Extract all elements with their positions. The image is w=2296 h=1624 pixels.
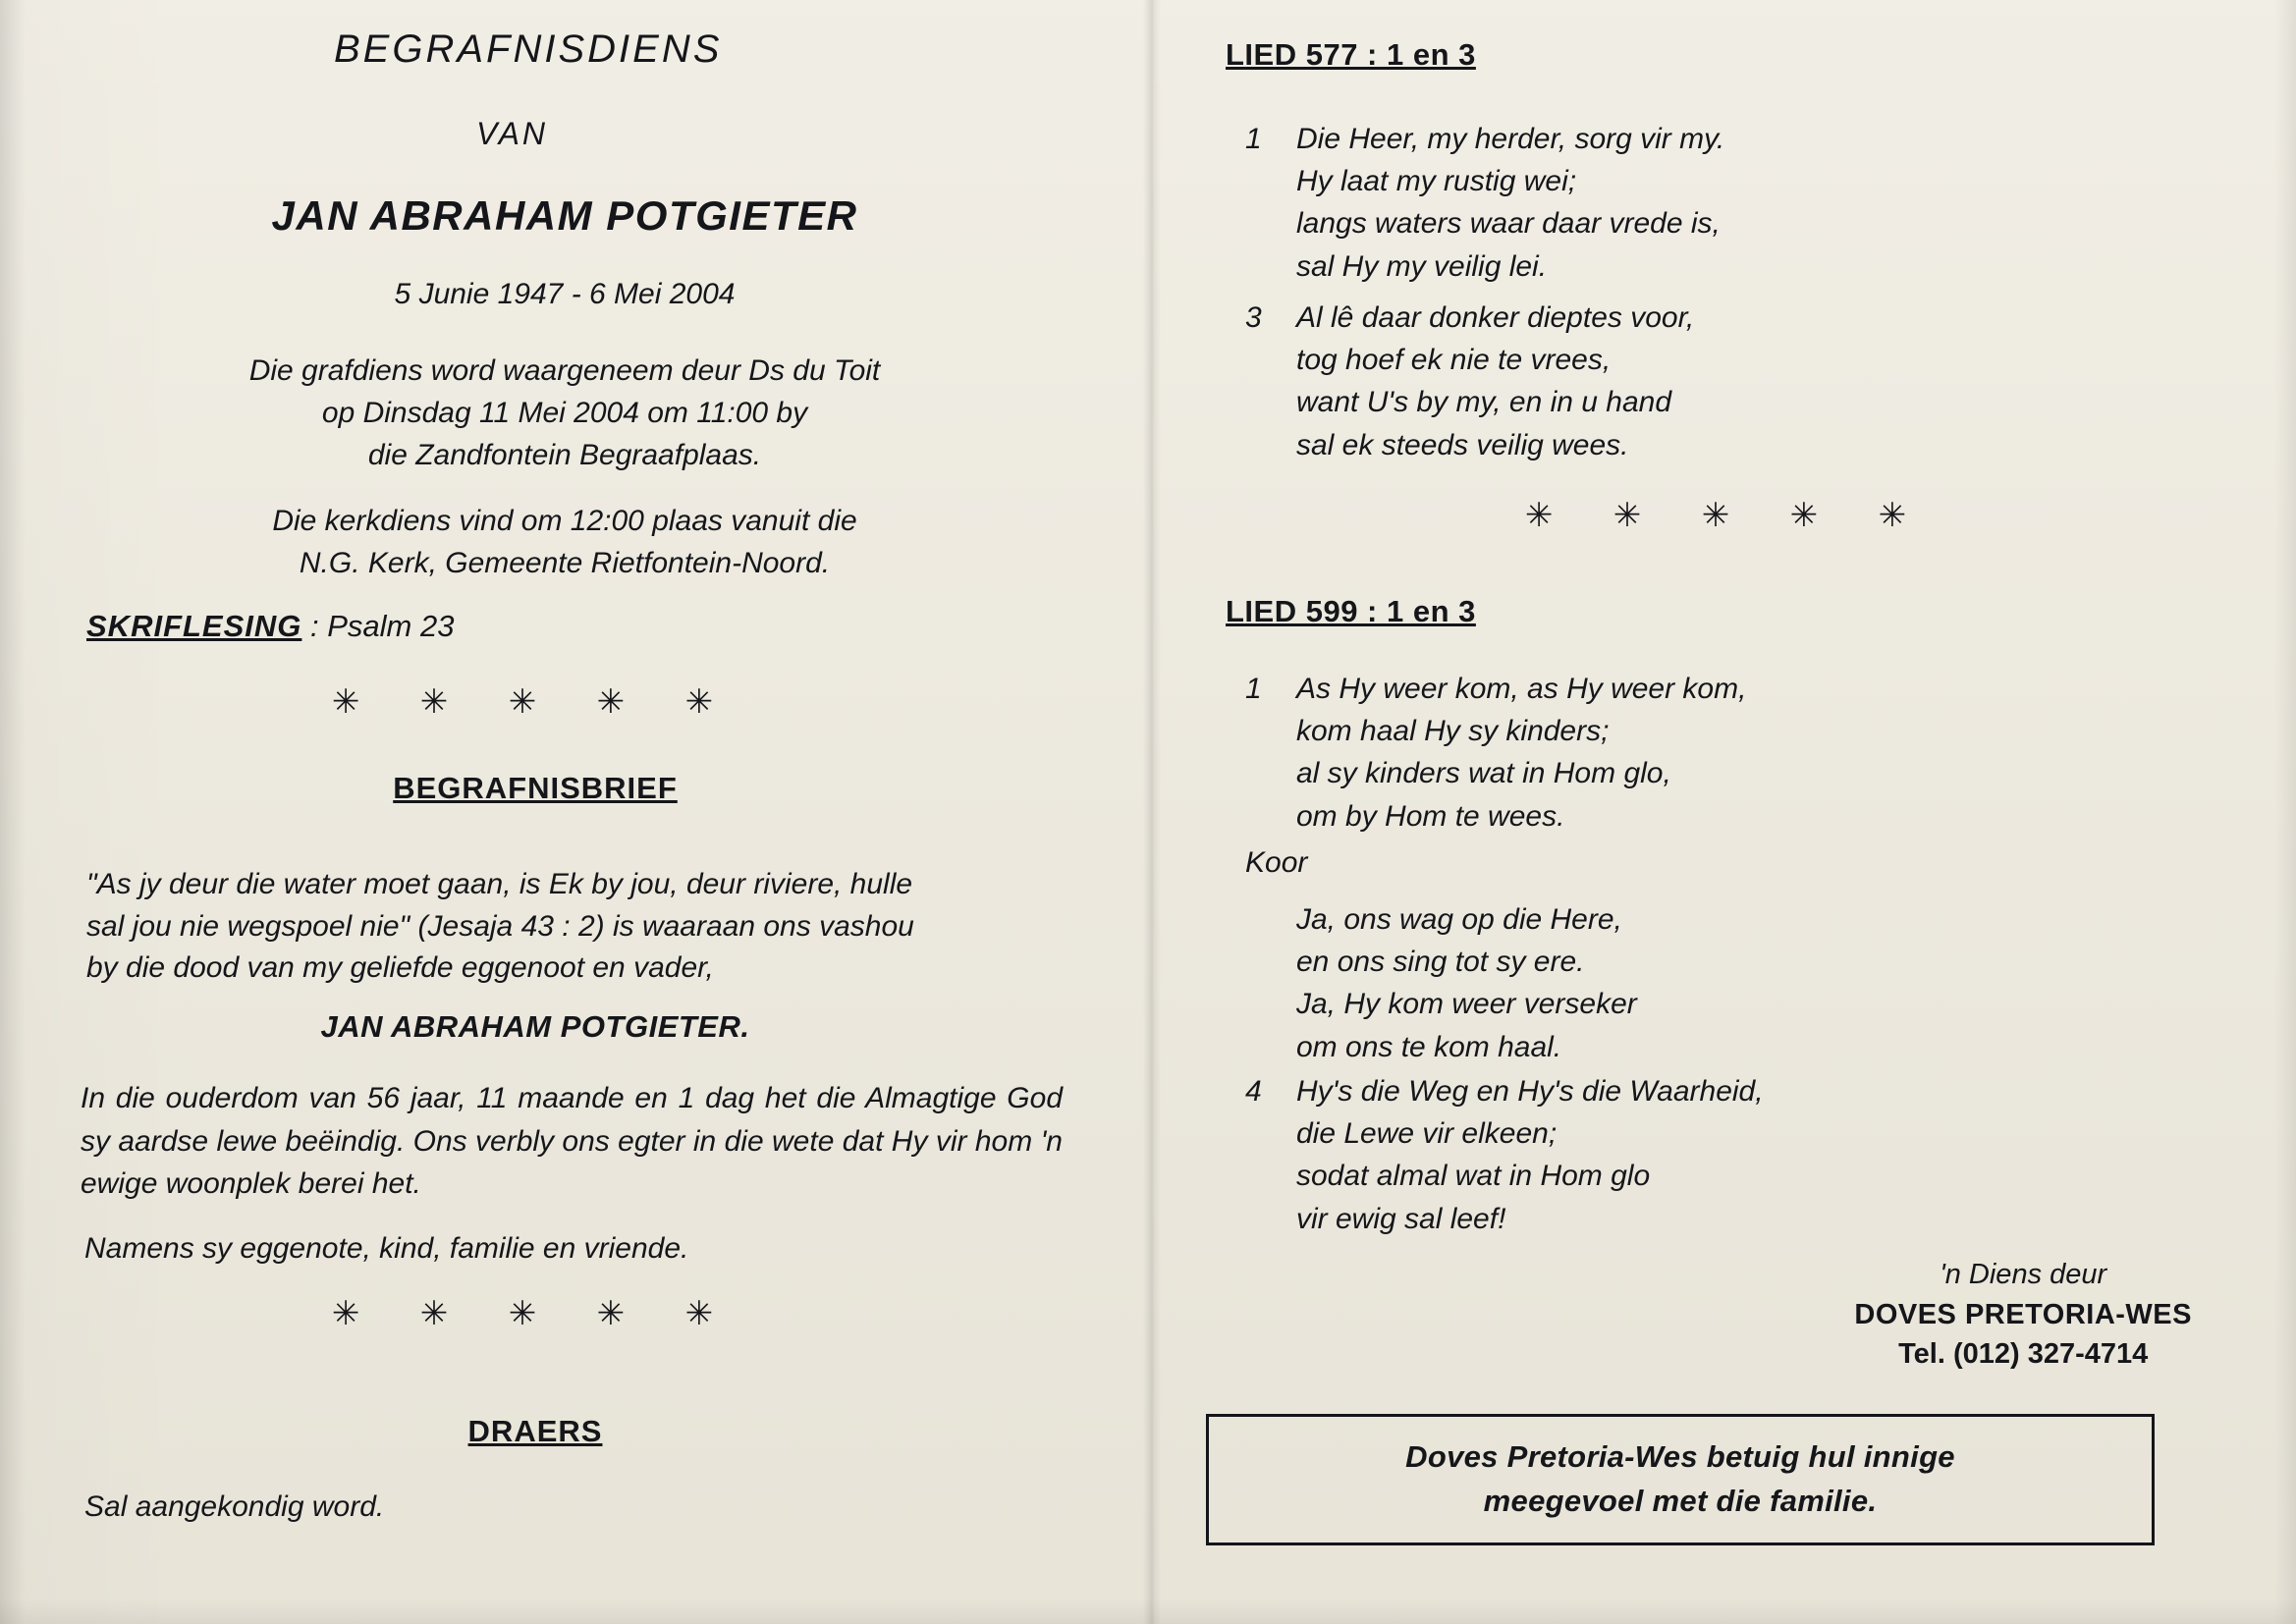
- chorus-line-4: om ons te kom haal.: [1296, 1030, 1562, 1063]
- graveside-service-details: [39, 351, 1090, 477]
- condolence-box: [1206, 1414, 2155, 1545]
- service-provider-credit: [1854, 1255, 2192, 1375]
- service-provider-phone: Tel. (012) 327-4714: [1898, 1338, 2149, 1371]
- funeral-letter-body: In die ouderdom van 56 jaar, 11 maande en 1 dag het die Almagtige God sy aardse lewe beëindig. Ons verbly ons egter in die wete dat Hy vir hom 'n ewige woonplek berei het.: [81, 1082, 1063, 1200]
- condolence-text: [1405, 1435, 1955, 1524]
- deceased-name: JAN ABRAHAM POTGIETER: [271, 192, 858, 239]
- hymn-2-verse-1-line-4: om by Hom te wees.: [1296, 799, 1565, 833]
- hymn-2-verse-4-number: 4: [1245, 1075, 1262, 1108]
- hymn-2-verse-4-line-3: sodat almal wat in Hom glo: [1296, 1160, 1651, 1193]
- star-divider-right: ✳ ✳ ✳ ✳ ✳: [1524, 497, 1933, 534]
- left-page-column: [39, 0, 1090, 1624]
- pallbearers-note: Sal aangekondig word.: [84, 1490, 385, 1523]
- pallbearers-heading: DRAERS: [467, 1414, 603, 1448]
- hymn-2-chorus: [1296, 898, 1637, 1068]
- quote-line-1: "As jy deur die water moet gaan, is Ek by jou, deur riviere, hulle: [86, 868, 913, 900]
- hymn-1-verse-3-line-3: want U's by my, en in u hand: [1296, 386, 1672, 419]
- chorus-line-2: en ons sing tot sy ere.: [1296, 946, 1585, 979]
- graveside-line-2: op Dinsdag 11 Mei 2004 om 11:00 by: [321, 396, 808, 429]
- hymn-2-verse-1-line-2: kom haal Hy sy kinders;: [1296, 715, 1610, 748]
- hymn-1-verse-3-line-1: Al lê daar donker dieptes voor,: [1296, 301, 1695, 334]
- hymn-2-verse-1-line-3: al sy kinders wat in Hom glo,: [1296, 757, 1671, 790]
- hymn-1-title: LIED 577 : 1 en 3: [1226, 37, 1476, 72]
- hymn-1-verse-1-line-3: langs waters waar daar vrede is,: [1296, 207, 1721, 241]
- service-title: BEGRAFNISDIENS: [334, 27, 723, 71]
- church-line-2: N.G. Kerk, Gemeente Rietfontein-Noord.: [299, 546, 831, 579]
- center-fold-crease: [1143, 0, 1161, 1624]
- church-service-details: [39, 501, 1090, 585]
- hymn-1-verse-3-number: 3: [1245, 301, 1262, 334]
- hymn-2-verse-4-line-4: vir ewig sal leef!: [1296, 1202, 1506, 1235]
- hymn-2-verse-1-line-1: As Hy weer kom, as Hy weer kom,: [1296, 673, 1747, 705]
- hymn-1-verse-3-line-2: tog hoef ek nie te vrees,: [1296, 344, 1612, 377]
- scripture-label: SKRIFLESING: [86, 609, 302, 643]
- hymn-2-title: LIED 599 : 1 en 3: [1226, 594, 1476, 628]
- hymn-2-verse-1: [1245, 668, 1747, 838]
- quote-line-2: sal jou nie wegspoel nie" (Jesaja 43 : 2) is waaraan ons vashou: [86, 909, 914, 943]
- graveside-line-1: Die grafdiens word waargeneem deur Ds du Toit: [248, 354, 881, 387]
- condolence-line-2: meegevoel met die familie.: [1483, 1484, 1878, 1518]
- chorus-line-3: Ja, Hy kom weer verseker: [1296, 988, 1637, 1021]
- funeral-letter-signoff: Namens sy eggenote, kind, familie en vriende.: [84, 1232, 689, 1265]
- hymn-1-verse-1-line-1: Die Heer, my herder, sorg vir my.: [1296, 123, 1725, 155]
- condolence-line-1: Doves Pretoria-Wes betuig hul innige: [1405, 1439, 1955, 1475]
- chorus-line-1: Ja, ons wag op die Here,: [1296, 903, 1622, 936]
- van-label: VAN: [476, 116, 549, 151]
- funeral-letter-heading: BEGRAFNISBRIEF: [393, 771, 678, 805]
- page-edge-shadow-left: [0, 0, 26, 1624]
- hymn-1-verse-1-number: 1: [1245, 123, 1262, 155]
- hymn-2-verse-4-line-2: die Lewe vir elkeen;: [1296, 1117, 1558, 1151]
- funeral-letter-quote: [86, 864, 1068, 990]
- right-page-column: [1198, 0, 2239, 1624]
- page-edge-shadow-right: [2274, 0, 2296, 1624]
- hymn-1-verse-3: [1245, 297, 1695, 466]
- hymn-1-verse-1-line-2: Hy laat my rustig wei;: [1296, 165, 1577, 198]
- hymn-2-verse-4-line-1: Hy's die Weg en Hy's die Waarheid,: [1296, 1075, 1764, 1108]
- hymn-1-verse-1-line-4: sal Hy my veilig lei.: [1296, 249, 1548, 283]
- star-divider-left-2: ✳ ✳ ✳ ✳ ✳: [331, 1295, 739, 1332]
- funeral-letter-name: JAN ABRAHAM POTGIETER.: [320, 1009, 750, 1044]
- hymn-1-verse-3-line-4: sal ek steeds veilig wees.: [1296, 428, 1629, 461]
- quote-line-3: by die dood van my geliefde eggenoot en vader,: [86, 951, 714, 985]
- hymn-1-verse-1: [1245, 118, 1725, 288]
- hymn-2-verse-1-number: 1: [1245, 673, 1262, 705]
- hymn-2-verse-4: [1245, 1070, 1764, 1240]
- service-provider-intro: 'n Diens deur: [1940, 1259, 2107, 1290]
- star-divider-left-1: ✳ ✳ ✳ ✳ ✳: [331, 683, 739, 721]
- service-provider-name: DOVES PRETORIA-WES: [1854, 1298, 2192, 1330]
- graveside-line-3: die Zandfontein Begraafplaas.: [367, 438, 762, 471]
- scripture-reading: [86, 609, 454, 644]
- scripture-value: : Psalm 23: [310, 609, 455, 643]
- deceased-dates: 5 Junie 1947 - 6 Mei 2004: [394, 278, 736, 310]
- chorus-label: Koor: [1245, 846, 1308, 879]
- church-line-1: Die kerkdiens vind om 12:00 plaas vanuit die: [272, 505, 857, 537]
